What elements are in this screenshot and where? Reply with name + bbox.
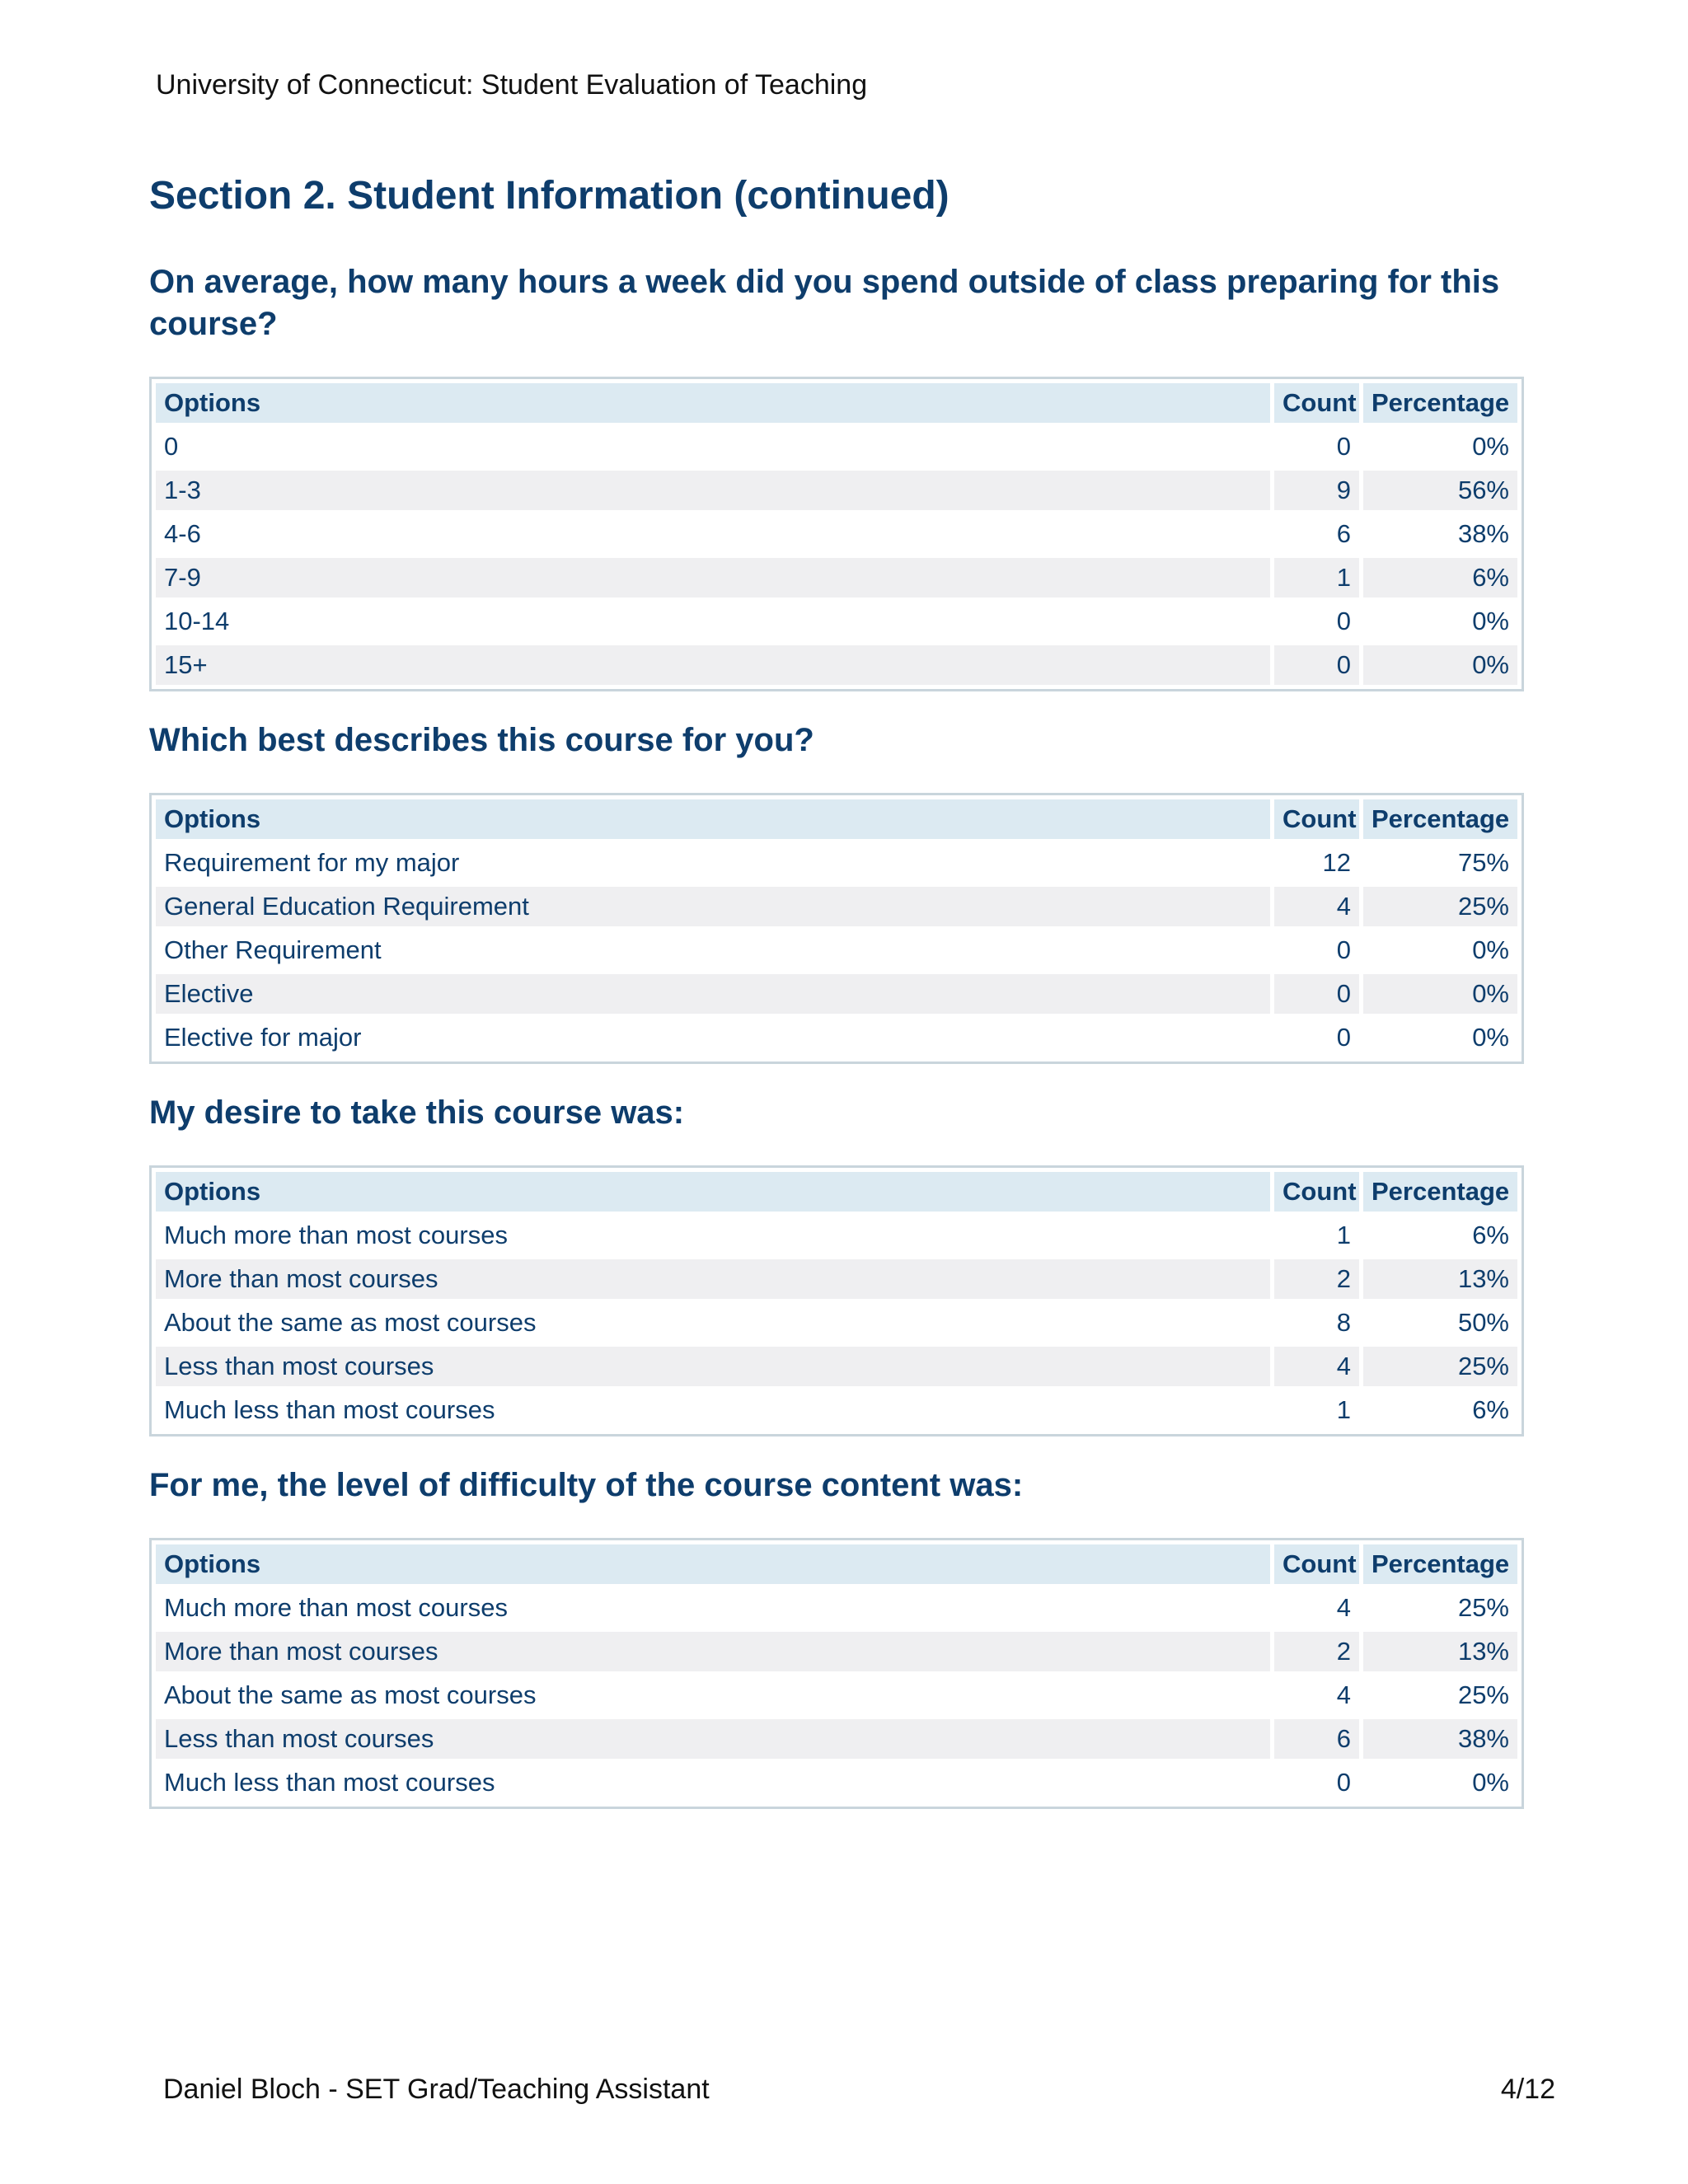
count-cell: 0 — [1274, 1018, 1359, 1057]
table-row — [156, 602, 1517, 641]
count-cell: 4 — [1274, 1588, 1359, 1628]
question-text: Which best describes this course for you? — [149, 722, 814, 759]
percentage-cell: 0% — [1363, 1018, 1517, 1057]
count-cell: 6 — [1274, 514, 1359, 554]
count-cell: 0 — [1274, 602, 1359, 641]
count-cell: 0 — [1274, 930, 1359, 970]
table-row — [156, 1588, 1517, 1628]
count-cell: 0 — [1274, 974, 1359, 1014]
table-row — [156, 1390, 1517, 1430]
column-header-options: Options — [156, 1544, 1270, 1584]
column-header-percentage: Percentage — [1363, 799, 1517, 839]
question-text: For me, the level of difficulty of the course content was: — [149, 1467, 1024, 1504]
count-cell: 1 — [1274, 1390, 1359, 1430]
percentage-cell: 0% — [1363, 1763, 1517, 1802]
option-cell: General Education Requirement — [156, 887, 1270, 926]
count-cell: 4 — [1274, 1347, 1359, 1386]
option-cell: Less than most courses — [156, 1719, 1270, 1759]
option-cell: Requirement for my major — [156, 843, 1270, 883]
table-row — [156, 887, 1517, 926]
option-cell: About the same as most courses — [156, 1303, 1270, 1343]
table-header-row — [156, 1544, 1517, 1584]
table-row — [156, 1763, 1517, 1802]
table-row — [156, 1719, 1517, 1759]
percentage-cell: 0% — [1363, 602, 1517, 641]
count-cell: 0 — [1274, 427, 1359, 466]
results-table — [149, 377, 1524, 691]
percentage-cell: 56% — [1363, 471, 1517, 510]
count-cell: 2 — [1274, 1259, 1359, 1299]
percentage-cell: 0% — [1363, 427, 1517, 466]
count-cell: 1 — [1274, 1216, 1359, 1255]
column-header-options: Options — [156, 383, 1270, 423]
count-cell: 4 — [1274, 887, 1359, 926]
option-cell: 10-14 — [156, 602, 1270, 641]
footer-page-number: 4/12 — [1500, 2074, 1555, 2105]
count-cell: 12 — [1274, 843, 1359, 883]
option-cell: More than most courses — [156, 1632, 1270, 1671]
table-row — [156, 930, 1517, 970]
column-header-options: Options — [156, 1172, 1270, 1212]
option-cell: 0 — [156, 427, 1270, 466]
percentage-cell: 50% — [1363, 1303, 1517, 1343]
percentage-cell: 6% — [1363, 558, 1517, 598]
table-row — [156, 558, 1517, 598]
percentage-cell: 0% — [1363, 974, 1517, 1014]
column-header-percentage: Percentage — [1363, 1172, 1517, 1212]
percentage-cell: 25% — [1363, 1588, 1517, 1628]
page-header: University of Connecticut: Student Evaluation of Teaching — [156, 69, 868, 101]
option-cell: Much less than most courses — [156, 1390, 1270, 1430]
count-cell: 0 — [1274, 1763, 1359, 1802]
count-cell: 1 — [1274, 558, 1359, 598]
option-cell: Much more than most courses — [156, 1588, 1270, 1628]
table-row — [156, 1632, 1517, 1671]
section-title: Section 2. Student Information (continued) — [149, 174, 950, 218]
results-table — [149, 1538, 1524, 1809]
option-cell: About the same as most courses — [156, 1675, 1270, 1715]
option-cell: 4-6 — [156, 514, 1270, 554]
count-cell: 0 — [1274, 645, 1359, 685]
percentage-cell: 38% — [1363, 514, 1517, 554]
table-row — [156, 1347, 1517, 1386]
percentage-cell: 6% — [1363, 1216, 1517, 1255]
table-header-row — [156, 799, 1517, 839]
option-cell: 7-9 — [156, 558, 1270, 598]
column-header-percentage: Percentage — [1363, 383, 1517, 423]
table-row — [156, 471, 1517, 510]
percentage-cell: 0% — [1363, 930, 1517, 970]
table-row — [156, 1018, 1517, 1057]
percentage-cell: 0% — [1363, 645, 1517, 685]
question-list — [149, 261, 1524, 1809]
table-row — [156, 1259, 1517, 1299]
percentage-cell: 13% — [1363, 1632, 1517, 1671]
footer-instructor: Daniel Bloch - SET Grad/Teaching Assistant — [163, 2074, 710, 2105]
percentage-cell: 13% — [1363, 1259, 1517, 1299]
report-content — [149, 173, 1524, 1837]
table-row — [156, 645, 1517, 685]
percentage-cell: 38% — [1363, 1719, 1517, 1759]
question-text: My desire to take this course was: — [149, 1094, 685, 1132]
percentage-cell: 25% — [1363, 1675, 1517, 1715]
option-cell: Less than most courses — [156, 1347, 1270, 1386]
column-header-count: Count — [1274, 799, 1359, 839]
option-cell: Elective — [156, 974, 1270, 1014]
table-row — [156, 1303, 1517, 1343]
option-cell: 15+ — [156, 645, 1270, 685]
results-table — [149, 1165, 1524, 1436]
count-cell: 9 — [1274, 471, 1359, 510]
column-header-count: Count — [1274, 1172, 1359, 1212]
column-header-count: Count — [1274, 383, 1359, 423]
table-row — [156, 1216, 1517, 1255]
option-cell: Elective for major — [156, 1018, 1270, 1057]
percentage-cell: 6% — [1363, 1390, 1517, 1430]
question-text: On average, how many hours a week did you spend outside of class preparing for this course? — [149, 264, 1500, 343]
table-header-row — [156, 383, 1517, 423]
table-row — [156, 974, 1517, 1014]
table-row — [156, 843, 1517, 883]
option-cell: Much more than most courses — [156, 1216, 1270, 1255]
option-cell: 1-3 — [156, 471, 1270, 510]
table-row — [156, 427, 1517, 466]
table-header-row — [156, 1172, 1517, 1212]
percentage-cell: 25% — [1363, 1347, 1517, 1386]
table-row — [156, 1675, 1517, 1715]
results-table — [149, 793, 1524, 1064]
column-header-percentage: Percentage — [1363, 1544, 1517, 1584]
option-cell: Other Requirement — [156, 930, 1270, 970]
column-header-options: Options — [156, 799, 1270, 839]
option-cell: Much less than most courses — [156, 1763, 1270, 1802]
count-cell: 6 — [1274, 1719, 1359, 1759]
count-cell: 4 — [1274, 1675, 1359, 1715]
count-cell: 8 — [1274, 1303, 1359, 1343]
option-cell: More than most courses — [156, 1259, 1270, 1299]
column-header-count: Count — [1274, 1544, 1359, 1584]
count-cell: 2 — [1274, 1632, 1359, 1671]
percentage-cell: 75% — [1363, 843, 1517, 883]
table-row — [156, 514, 1517, 554]
percentage-cell: 25% — [1363, 887, 1517, 926]
